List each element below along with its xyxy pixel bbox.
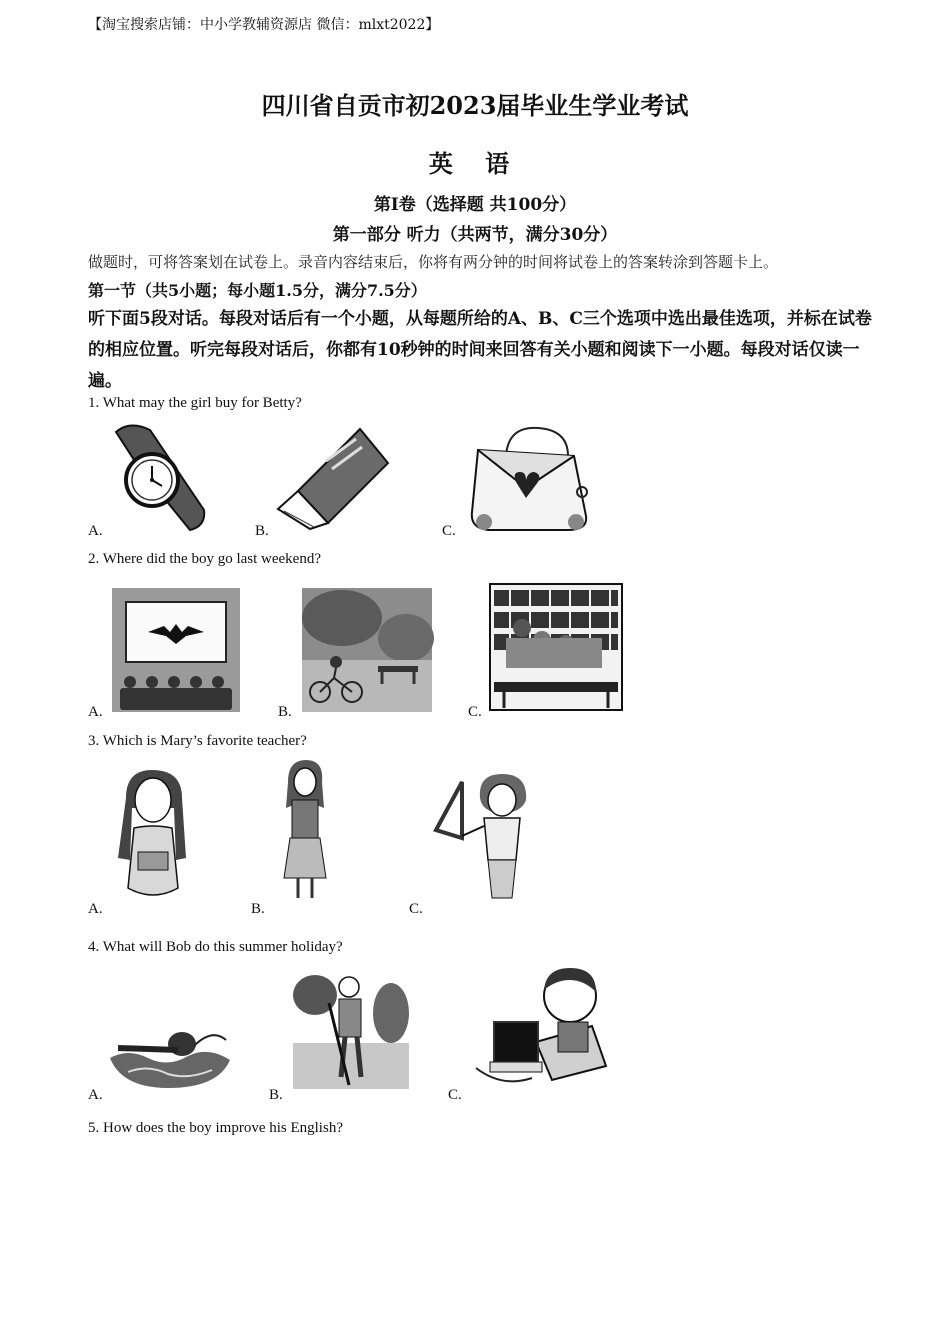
shop-note: 【淘宝搜索店铺：中小学教辅资源店 微信：mlxt2022】 <box>88 17 440 33</box>
video-game-image <box>472 966 608 1090</box>
section-heading: 第一节（共5小题；每小题1.5分，满分7.5分） <box>88 281 427 300</box>
sweeping-image <box>293 973 409 1089</box>
part-heading: 第一部分 听力（共两节，满分30分） <box>332 225 618 245</box>
handbag-image <box>468 426 593 531</box>
swimming-image <box>108 1018 232 1090</box>
question-4: 4. What will Bob do this summer holiday? <box>88 939 343 955</box>
answer-note: 做题时，可将答案划在试卷上。录音内容结束后，你将有两分钟的时间将试卷上的答案转涂到答题卡上。 <box>88 253 779 271</box>
exam-subject: 英 语 <box>428 149 522 178</box>
question-1: 1. What may the girl buy for Betty? <box>88 395 302 411</box>
q4-option-a: A. <box>88 1087 103 1103</box>
q4-option-b: B. <box>269 1087 283 1103</box>
question-5: 5. How does the boy improve his English? <box>88 1120 343 1136</box>
park-image <box>302 588 432 712</box>
section-instructions: 听下面5段对话。每段对话后有一个小题，从每题所给的A、B、C三个选项中选出最佳选项，并标在试卷的相应位置。听完每段对话后，你都有10秒钟的时间来回答有关小题和阅读下一小题。每段对话仅读一遍。 <box>88 309 872 391</box>
cinema-image <box>112 588 240 712</box>
watch-image <box>110 422 210 532</box>
q3-option-b: B. <box>251 901 265 917</box>
volume-heading: 第I卷（选择题 共100分） <box>373 195 577 215</box>
library-image <box>490 584 622 710</box>
q3-option-c: C. <box>409 901 423 917</box>
teacher-b-image <box>280 760 330 900</box>
q2-option-a: A. <box>88 704 103 720</box>
question-2: 2. Where did the boy go last weekend? <box>88 551 321 567</box>
book-image <box>276 425 391 530</box>
q2-option-b: B. <box>278 704 292 720</box>
q1-option-c: C. <box>442 523 456 539</box>
teacher-a-image <box>116 768 190 902</box>
q3-option-a: A. <box>88 901 103 917</box>
q2-option-c: C. <box>468 704 482 720</box>
q4-option-c: C. <box>448 1087 462 1103</box>
teacher-c-image <box>432 770 532 902</box>
q1-option-b: B. <box>255 523 269 539</box>
q1-option-a: A. <box>88 523 103 539</box>
question-3: 3. Which is Mary’s favorite teacher? <box>88 733 307 749</box>
exam-title: 四川省自贡市初2023届毕业生学业考试 <box>261 91 689 120</box>
